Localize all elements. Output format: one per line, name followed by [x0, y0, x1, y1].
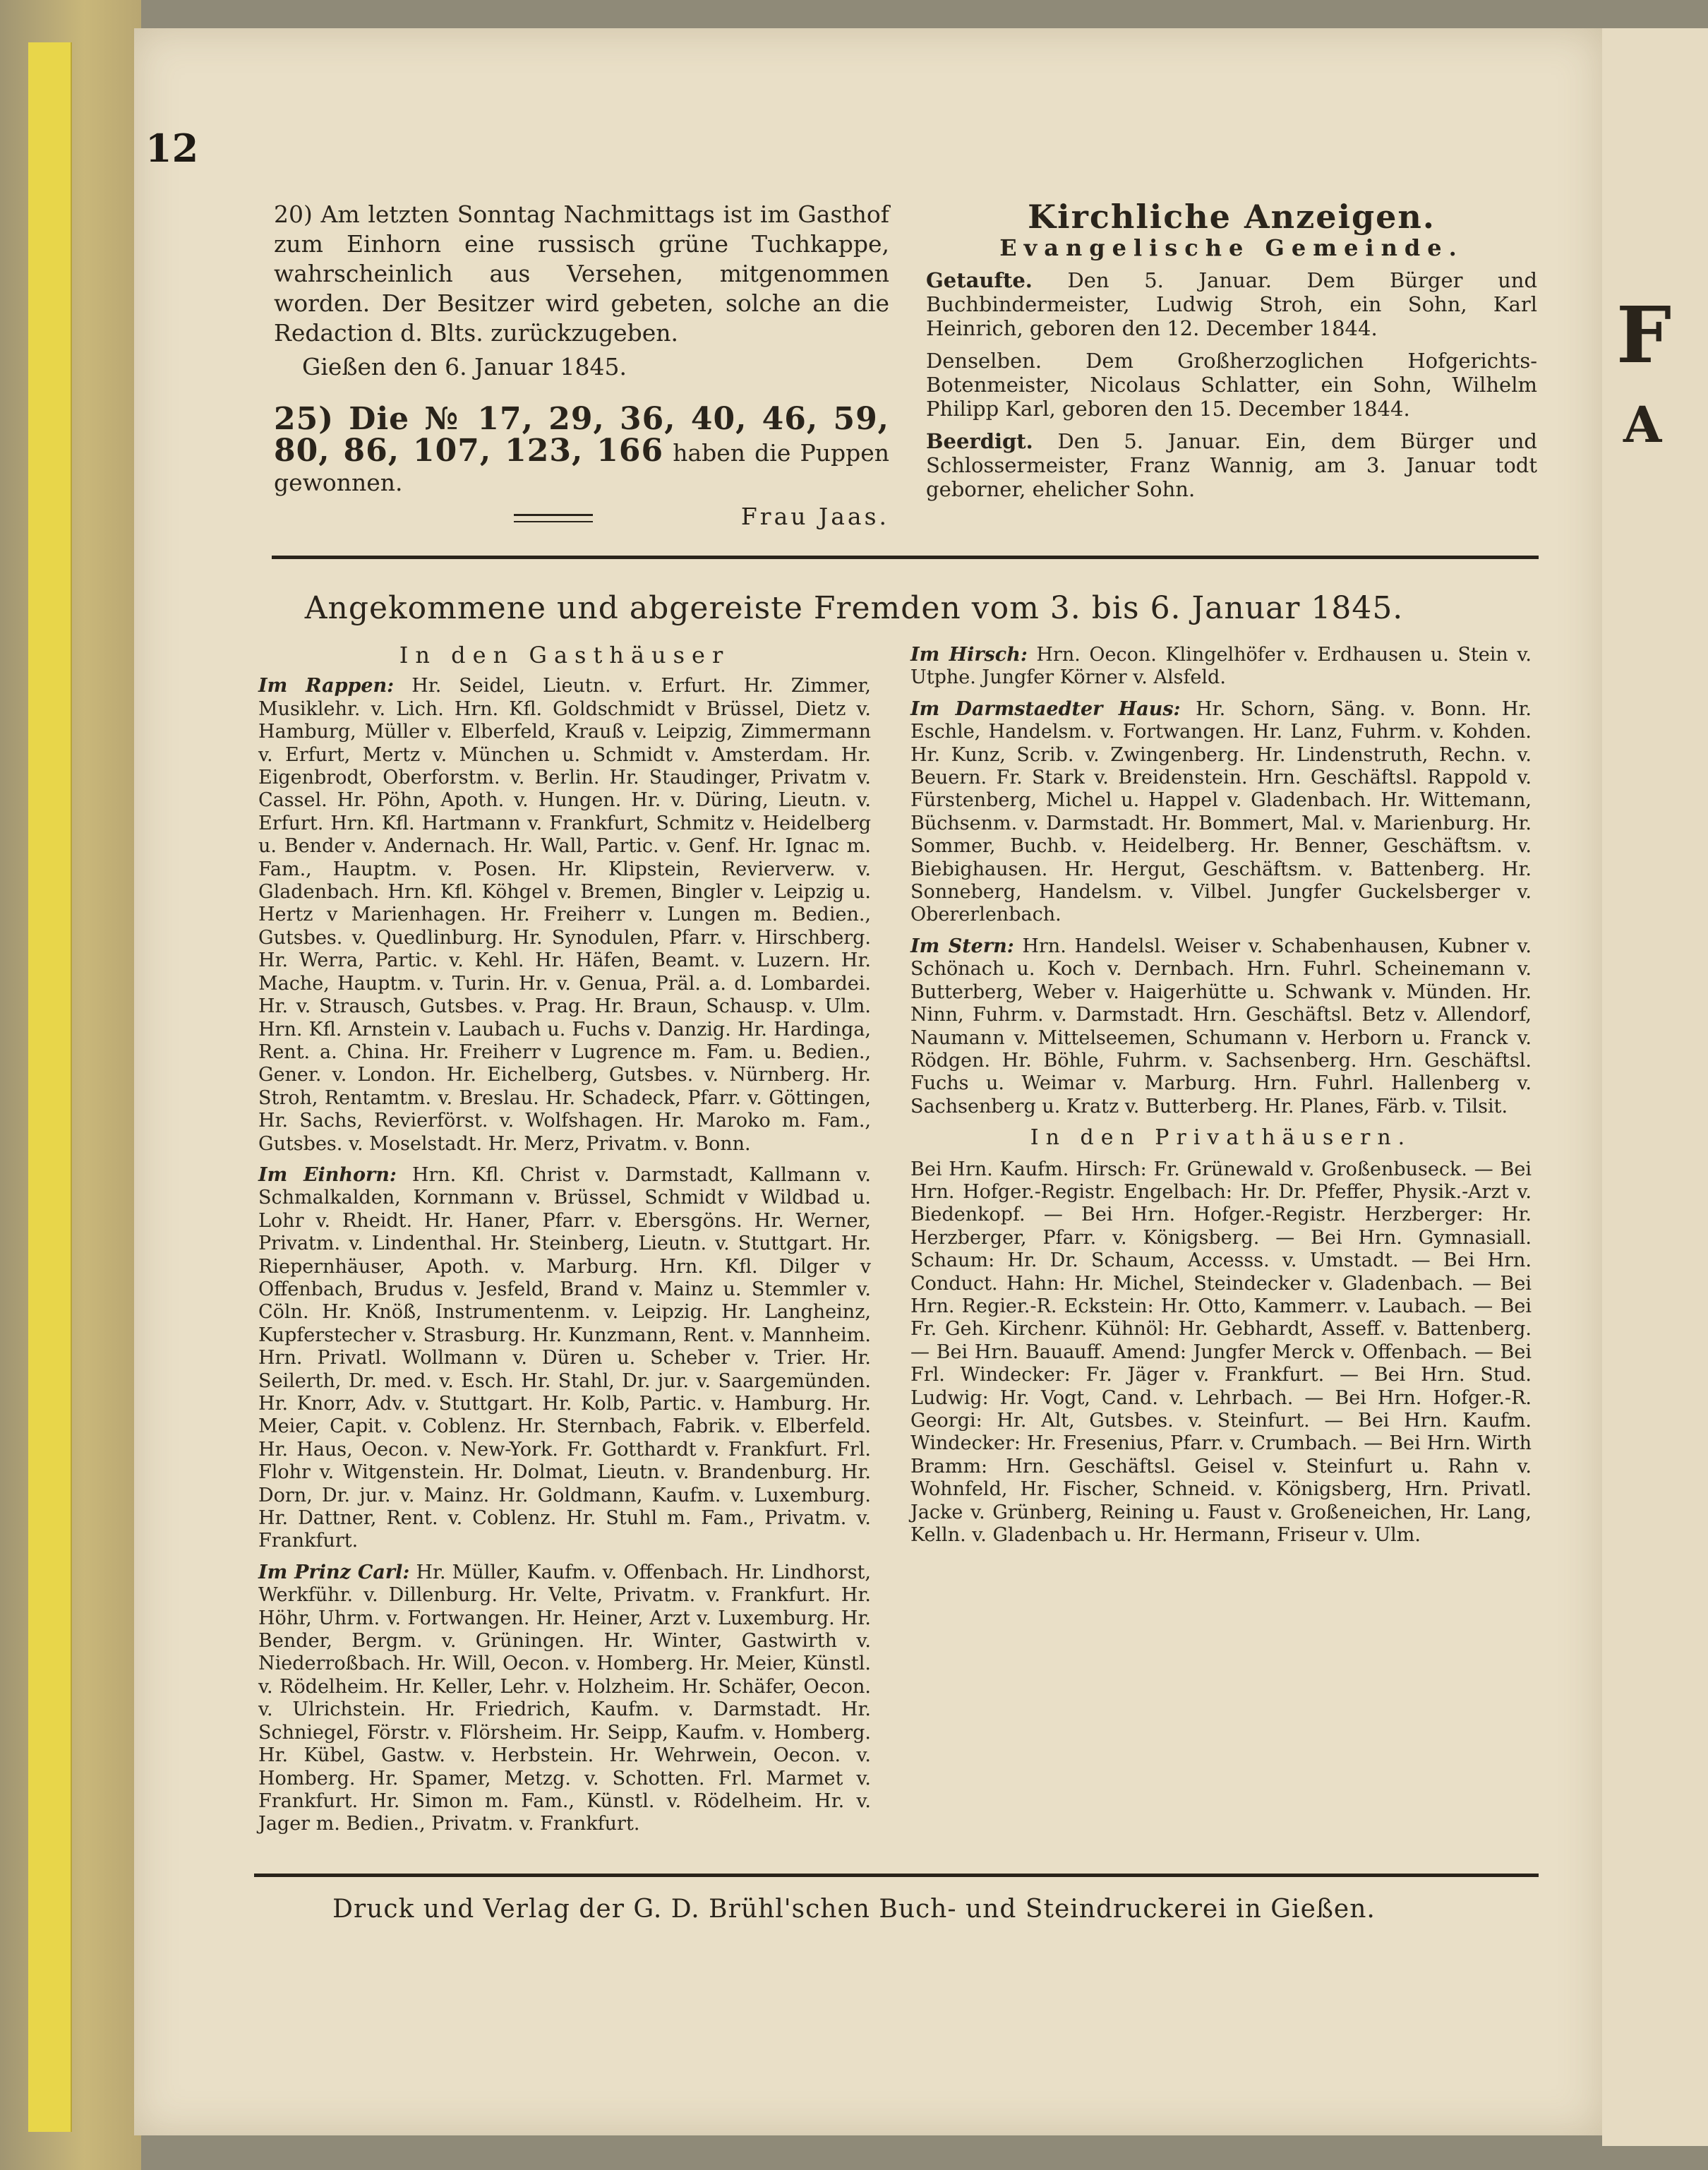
- burials: [926, 429, 1537, 501]
- ad-25-block: [274, 401, 889, 498]
- einhorn-entry: [258, 1164, 871, 1553]
- einhorn-label: Im Einhorn:: [258, 1163, 397, 1186]
- arrivals-title: Angekommene und abgereiste Fremden vom 3. bis 6. Januar 1845.: [304, 590, 1404, 626]
- arrivals-left-column: [258, 644, 871, 1845]
- baptisms-label: Getaufte.: [926, 268, 1033, 292]
- rappen-label: Im Rappen:: [258, 675, 395, 697]
- yellow-page-edge: [28, 42, 72, 2132]
- ad-25-numbers: 25) Die № 17, 29, 36, 40, 46, 59, 80, 86, 107, 123, 166: [274, 401, 889, 469]
- rappen-text: Hr. Seidel, Lieutn. v. Erfurt. Hr. Zimmer, Musiklehr. v. Lich. Hrn. Kfl. Goldschmidt v Brüssel, Dietz v. Hamburg, Müller v. Elberfeld, Krauß v. Leipzig, Zimmermann v. Erfurt, Mertz v. München u. Schmidt v. Amsterdam. Hr. Eigenbrodt, Oberforstm. v. Berlin. Hr. Staudinger, Privatm v. Cassel. Hr. Pöhn, Apoth. v. Hungen. Hr. v. Düring, Lieutn. v. Erfurt. Hrn. Kfl. Hartmann v. Frankfurt, Schmitz v. Heidelberg u. Bender v. Andernach. Hr. Wall, Partic. v. Genf. Hr. Ignac m. Fam., Hauptm. v. Posen. Hr. Klipstein, Revierverw. v. Gladenbach. Hrn. Kfl. Köhgel v. Bremen, Bingler v. Leipzig u. Hertz v Marienhagen. Hr. Freiherr v. Lungen m. Bedien., Gutsbes. v. Quedlinburg. Hr. Synodulen, Pfarr. v. Hirschberg. Hr. Werra, Partic. v. Kehl. Hr. Häfen, Beamt. v. Luzern. Hr. Mache, Hauptm. v. Turin. Hr. v. Genua, Präl. a. d. Lombardei. Hr. v. Strausch, Gutsbes. v. Prag. Hr. Braun, Schausp. v. Ulm. Hrn. Kfl. Arnstein v. Laubach u. Fuchs v. Danzig. Hr. Hardinga, Rent. a. China. Hr. Freiherr v Lugrence m. Fam. u. Bedien., Gener. v. London. Hr. Eichelberg, Gutsbes. v. Nürnberg. Hr. Stroh, Rentamtm. v. Breslau. Hr. Schadeck, Pfarr. v. Göttingen, Hr. Sachs, Revierförst. v. Wolfshagen. Hr. Maroko m. Fam., Gutsbes. v. Moselstadt. Hr. Merz, Privatm. v. Bonn.: [258, 675, 871, 1155]
- darmstaedter-label: Im Darmstaedter Haus:: [910, 697, 1181, 720]
- stern-label: Im Stern:: [910, 935, 1014, 957]
- arrivals-right-column: [910, 644, 1532, 1555]
- stern-entry: [910, 935, 1532, 1118]
- einhorn-text: Hrn. Kfl. Christ v. Darmstadt, Kallmann v. Schmalkalden, Kornmann v. Brüssel, Schmidt v Wildbad u. Lohr v. Rheidt. Hr. Haner, Pfarr. v. Ebersgöns. Hr. Werner, Privatm. v. Lindenthal. Hr. Steinberg, Lieutn. v. Stuttgart. Hr. Riepernhäuser, Apoth. v. Marburg. Hrn. Kfl. Dilger v Offenbach, Brudus v. Jesfeld, Brand v. Mainz u. Stemmler v. Cöln. Hr. Knöß, Instrumentenm. v. Leipzig. Hr. Langheinz, Kupferstecher v. Strasburg. Hr. Kunzmann, Rent. v. Mannheim. Hrn. Privatl. Wollmann v. Düren u. Scheber v. Trier. Hr. Seilerth, Dr. med. v. Esch. Hr. Stahl, Dr. jur. v. Saargemünden. Hr. Knorr, Adv. v. Stuttgart. Hr. Kolb, Partic. v. Hamburg. Hr. Meier, Capit. v. Coblenz. Hr. Sternbach, Fabrik. v. Elberfeld. Hr. Haus, Oecon. v. New-York. Fr. Gotthardt v. Frankfurt. Frl. Flohr v. Witgenstein. Hr. Dolmat, Lieutn. v. Brandenburg. Hr. Dorn, Dr. jur. v. Mainz. Hr. Goldmann, Kaufm. v. Luxemburg. Hr. Dattner, Rent. v. Coblenz. Hr. Stuhl m. Fam., Privatm. v. Frankfurt.: [258, 1163, 871, 1552]
- hirsch-entry: [910, 644, 1532, 690]
- church-title: Kirchliche Anzeigen.: [1028, 198, 1436, 236]
- adjacent-page-fragment: F A: [1602, 28, 1708, 2146]
- hirsch-text: Hrn. Oecon. Klingelhöfer v. Erdhausen u. Stein v. Utphe. Jungfer Körner v. Alsfeld.: [910, 644, 1532, 689]
- ad-section: [274, 200, 889, 536]
- top-section-rule: [272, 556, 1539, 559]
- darmstaedter-text: Hr. Schorn, Säng. v. Bonn. Hr. Eschle, Handelsm. v. Fortwangen. Hr. Lanz, Fuhrm. v. Kohden. Hr. Kunz, Scrib. v. Zwingenberg. Hr. Lindenstruth, Rechn. v. Beuern. Fr. Stark v. Breidenstein. Hrn. Geschäftsl. Rappold v. Fürstenberg, Michel u. Happel v. Gladenbach. Hr. Wittemann, Büchsenm. v. Darmstadt. Hr. Bommert, Mal. v. Marienburg. Hr. Sommer, Buchb. v. Heidelberg. Hr. Benner, Geschäftsm. v. Biebighausen. Hr. Hergut, Geschäftsm. v. Battenberg. Hr. Sonneberg, Handelsm. v. Vilbel. Jungfer Guckelsberger v. Obererlenbach.: [910, 697, 1532, 926]
- prinz-carl-label: Im Prinz Carl:: [258, 1561, 410, 1583]
- hirsch-label: Im Hirsch:: [910, 644, 1028, 666]
- ad-20-place: Gießen den 6. Januar 1845.: [302, 353, 627, 380]
- bottom-rule: [254, 1874, 1539, 1877]
- prinz-carl-text: Hr. Müller, Kaufm. v. Offenbach. Hr. Lindhorst, Werkführ. v. Dillenburg. Hr. Velte, Privatm. v. Frankfurt. Hr. Höhr, Uhrm. v. Fortwangen. Hr. Heiner, Arzt v. Luxemburg. Hr. Bender, Bergm. v. Grüningen. Hr. Winter, Gastwirth v. Niederroßbach. Hr. Will, Oecon. v. Homberg. Hr. Meier, Künstl. v. Rödelheim. Hr. Keller, Lehr. v. Holzheim. Hr. Schäfer, Oecon. v. Ulrichstein. Hr. Friedrich, Kaufm. v. Darmstadt. Hr. Schniegel, Förstr. v. Flörsheim. Hr. Seipp, Kaufm. v. Homberg. Hr. Kübel, Gastw. v. Herbstein. Hr. Wehrwein, Oecon. v. Homberg. Hr. Spamer, Metzg. v. Schotten. Frl. Marmet v. Frankfurt. Hr. Simon m. Fam., Künstl. v. Rödelheim. Hr. v. Jager m. Bedien., Privatm. v. Frankfurt.: [258, 1561, 871, 1835]
- darmstaedter-entry: [910, 698, 1532, 927]
- ad-20-text: 20) Am letzten Sonntag Nachmittags ist im Gasthof zum Einhorn eine russisch grüne Tuchkappe, wahrscheinlich aus Versehen, mitgenommen worden. Der Besitzer wird gebeten, solche an die Redaction d. Blts. zurückzugeben.: [274, 200, 889, 347]
- rappen-entry: [258, 675, 871, 1156]
- page-number: 12: [145, 126, 199, 171]
- church-subtitle: Evangelische Gemeinde.: [999, 234, 1464, 261]
- stern-text: Hrn. Handelsl. Weiser v. Schabenhausen, Kubner v. Schönach u. Koch v. Dernbach. Hrn. Fuhrl. Scheinemann v. Butterberg, Weber v. Haigerhütte u. Schwank v. Münden. Hr. Ninn, Fuhrm. v. Darmstadt. Hrn. Geschäftsl. Betz v. Allendorf, Naumann v. Mittelseemen, Schumann v. Herborn u. Franck v. Rödgen. Hr. Böhle, Fuhrm. v. Sachsenberg. Hrn. Geschäftsl. Fuchs u. Weimar v. Marburg. Hrn. Fuhrl. Hallenberg v. Sachsenberg u. Kratz v. Butterberg. Hr. Planes, Färb. v. Tilsit.: [910, 935, 1532, 1117]
- church-notices: [926, 198, 1538, 505]
- privat-text: Bei Hrn. Kaufm. Hirsch: Fr. Grünewald v. Großenbuseck. — Bei Hrn. Hofger.-Registr. Engelbach: Hr. Dr. Pfeffer, Physik.-Arzt v. Biedenkopf. — Bei Hrn. Hofger.-Registr. Herzberger: Hr. Herzberger, Pfarr. v. Königsberg. — Bei Hrn. Gymnasiall. Schaum: Hr. Dr. Schaum, Accesss. v. Umstadt. — Bei Hrn. Conduct. Hahn: Hr. Michel, Steindecker v. Gladenbach. — Bei Hrn. Regier.-R. Eckstein: Hr. Otto, Kammerr. v. Laubach. — Bei Fr. Geh. Kirchenr. Kühnöl: Hr. Gebhardt, Asseff. v. Battenberg. — Bei Hrn. Bauauff. Amend: Jungfer Merck v. Offenbach. — Bei Frl. Windecker: Fr. Jäger v. Frankfurt. — Bei Hrn. Stud. Ludwig: Hr. Vogt, Cand. v. Lehrbach. — Bei Hrn. Hofger.-R. Georgi: Hr. Alt, Gutsbes. v. Steinfurt. — Bei Hrn. Kaufm. Windecker: Hr. Fresenius, Pfarr. v. Crumbach. — Bei Hrn. Wirth Bramm: Hrn. Geschäftsl. Geisel v. Steinfurt u. Rahn v. Wohnfeld, Hr. Fischer, Schneid. v. Königsberg, Hrn. Privatl. Jacke v. Grünberg, Reining u. Faust v. Großeneichen, Hr. Lang, Kelln. v. Gladenbach u. Hr. Hermann, Friseur v. Ulm.: [910, 1158, 1532, 1547]
- baptisms-1-text: Den 5. Januar. Dem Bürger und Buchbindermeister, Ludwig Stroh, ein Sohn, Karl Heinrich, geboren den 12. December 1844.: [926, 268, 1538, 340]
- ad-25-text: haben die Puppen gewonnen.: [274, 439, 889, 496]
- privathaeuser-heading: In den Privathäusern.: [1030, 1125, 1412, 1151]
- baptisms-1: [926, 268, 1537, 340]
- burials-text: Den 5. Januar. Ein, dem Bürger und Schlossermeister, Franz Wannig, am 3. Januar todt geborner, ehelicher Sohn.: [926, 429, 1537, 501]
- short-separator: [514, 514, 593, 522]
- prinz-carl-entry: [258, 1561, 871, 1836]
- ad-25-signature: Frau Jaas.: [740, 503, 889, 530]
- imprint-footer: Druck und Verlag der G. D. Brühl'schen Buch- und Steindruckerei in Gießen.: [332, 1895, 1376, 1924]
- gasthaeuser-heading: In den Gasthäuser: [399, 642, 730, 669]
- baptisms-2: Denselben. Dem Großherzoglichen Hofgerichts-Botenmeister, Nicolaus Schlatter, ein Sohn, Wilhelm Philipp Karl, geboren den 15. December 1844.: [926, 349, 1537, 421]
- burials-label: Beerdigt.: [926, 429, 1033, 453]
